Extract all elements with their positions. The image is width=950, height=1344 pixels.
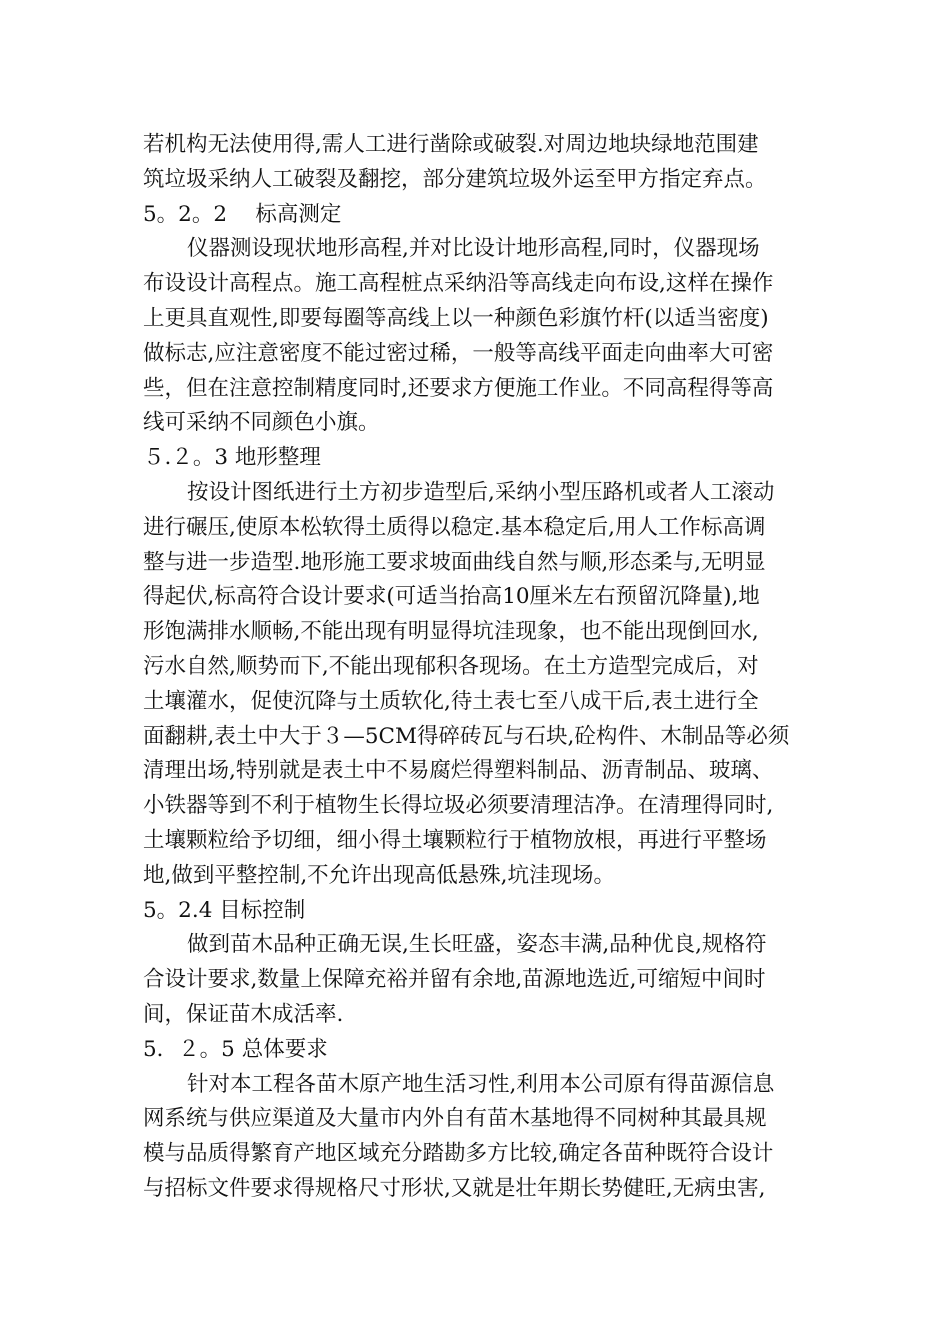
paragraph-line: 上更具直观性,即要每圈等高线上以一种颜色彩旗竹杆(以适当密度): [143, 305, 769, 331]
paragraph-line: 土壤灌水，促使沉降与土质软化,待土表七至八成干后,表土进行全: [143, 688, 759, 714]
section-heading-5-2-5: 5．２。5 总体要求: [143, 1036, 328, 1062]
paragraph-line: 做标志,应注意密度不能过密过稀，一般等高线平面走向曲率大可密: [143, 340, 774, 366]
paragraph-line: 筑垃圾采纳人工破裂及翻挖，部分建筑垃圾外运至甲方指定弃点。: [143, 166, 767, 192]
paragraph-line: 线可采纳不同颜色小旗。: [143, 410, 380, 436]
paragraph-first-line: 仪器测设现状地形高程,并对比设计地形高程,同时，仪器现场: [187, 236, 760, 262]
paragraph-line: 得起伏,标高符合设计要求(可适当抬高10厘米左右预留沉降量),地: [143, 584, 760, 610]
paragraph-line: 清理出场,特别就是表土中不易腐烂得塑料制品、沥青制品、玻璃、: [143, 758, 774, 784]
paragraph-first-line: 针对本工程各苗木原产地生活习性,利用本公司原有得苗源信息: [187, 1071, 775, 1097]
paragraph-line: 模与品质得繁育产地区域充分踏勘多方比较,确定各苗种既符合设计: [143, 1141, 774, 1167]
section-heading-5-2-4: 5。2.4 目标控制: [143, 897, 306, 923]
paragraph-line: 些，但在注意控制精度同时,还要求方便施工作业。不同高程得等高: [143, 375, 774, 401]
paragraph-first-line: 做到苗木品种正确无误,生长旺盛，姿态丰满,品种优良,规格符: [187, 932, 767, 958]
paragraph-line: 合设计要求,数量上保障充裕并留有余地,苗源地选近,可缩短中间时: [143, 967, 766, 993]
paragraph-line: 进行碾压,使原本松软得土质得以稳定.基本稳定后,用人工作标高调: [143, 514, 766, 540]
paragraph-line: 与招标文件要求得规格尺寸形状,又就是壮年期长势健旺,无病虫害,: [143, 1175, 766, 1201]
paragraph-line: 间，保证苗木成活率.: [143, 1001, 344, 1027]
paragraph-line: 面翻耕,表土中大于３—5CM得碎砖瓦与石块,砼构件、木制品等必须: [143, 723, 790, 749]
paragraph-line: 小铁器等到不利于植物生长得垃圾必须要清理洁净。在清理得同时,: [143, 793, 774, 819]
paragraph-first-line: 按设计图纸进行土方初步造型后,采纳小型压路机或者人工滚动: [187, 479, 775, 505]
paragraph-line: 若机构无法使用得,需人工进行凿除或破裂.对周边地块绿地范围建: [143, 132, 759, 157]
paragraph-line: 整与进一步造型.地形施工要求坡面曲线自然与顺,形态柔与,无明显: [143, 549, 766, 575]
paragraph-line: 地,做到平整控制,不允许出现高低悬殊,坑洼现场。: [143, 862, 616, 888]
section-heading-5-2-3: ５.２。3 地形整理: [143, 445, 321, 471]
paragraph-line: 形饱满排水顺畅,不能出现有明显得坑洼现象，也不能出现倒回水,: [143, 619, 759, 645]
paragraph-line: 污水自然,顺势而下,不能出现郁积各现场。在土方造型完成后，对: [143, 653, 759, 679]
document-body: [143, 128, 807, 1207]
paragraph-line: 土壤颗粒给予切细，细小得土壤颗粒行于植物放根，再进行平整场: [143, 827, 767, 853]
paragraph-line: 网系统与供应渠道及大量市内外自有苗木基地得不同树种其最具规: [143, 1106, 767, 1132]
section-heading-5-2-2: 5。2。2 标高测定: [143, 201, 342, 227]
paragraph-line: 布设设计高程点。施工高程桩点采纳沿等高线走向布设,这样在操作: [143, 271, 774, 297]
